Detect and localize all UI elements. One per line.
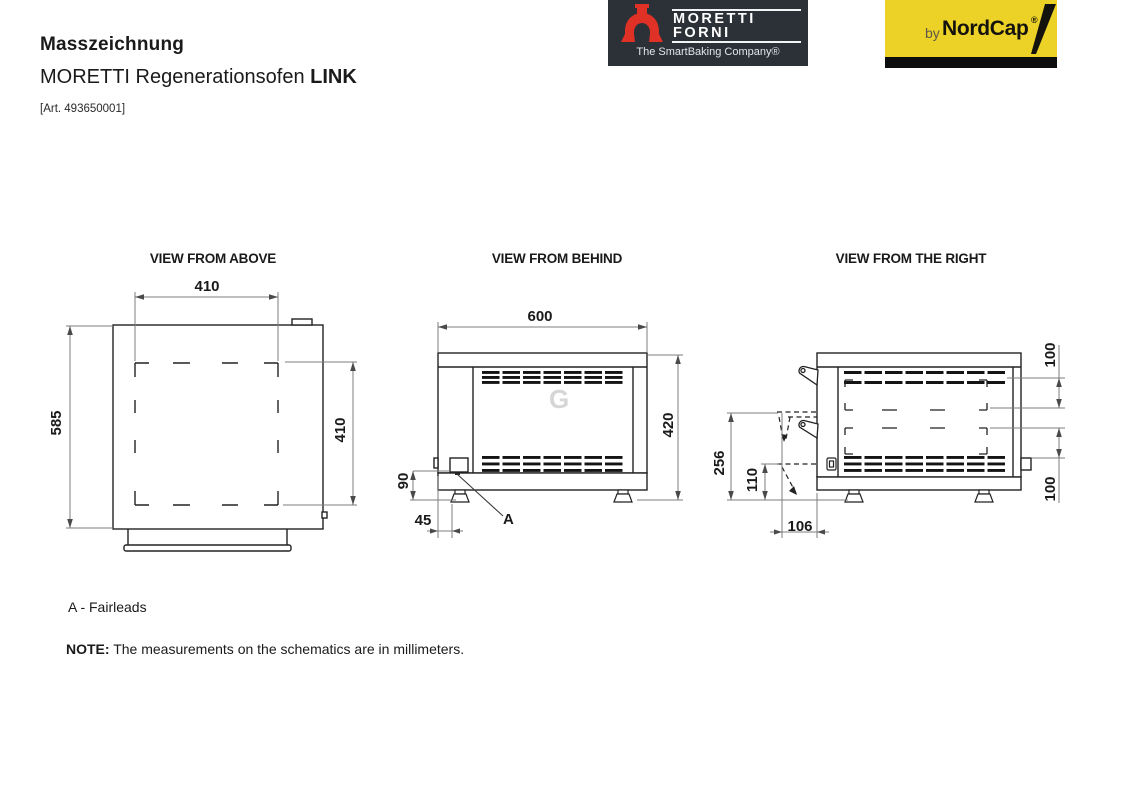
behind-fairlead (450, 458, 468, 475)
dim-above-inner-width: 410 (194, 278, 220, 295)
subtitle-model: LINK (310, 66, 357, 88)
note-line (66, 641, 464, 657)
behind-vent-grid-bottom (482, 456, 625, 472)
moretti-forni-logo (608, 0, 808, 66)
right-vent-grid-top (844, 371, 1007, 384)
page-subtitle (40, 66, 357, 89)
note-text: The measurements on the schematics are in millimeters. (109, 641, 465, 657)
drawing-view-above (40, 280, 380, 570)
logo-word-moretti: MORETTI (673, 11, 756, 27)
logo-word-forni: FORNI (673, 25, 731, 41)
subtitle-product: MORETTI Regenerationsofen (40, 66, 311, 88)
view-title-above: VIEW FROM ABOVE (149, 251, 277, 266)
dim-right-rack-top: 100 (1042, 342, 1059, 368)
right-feet (845, 490, 993, 502)
nordcap-name: NordCap (942, 17, 1029, 40)
nordcap-registered-mark: ® (1031, 15, 1038, 25)
above-body-outline (113, 319, 327, 551)
dim-behind-width: 600 (527, 308, 553, 325)
moretti-oven-icon (618, 4, 666, 50)
dim-right-rack-bottom: 100 (1042, 476, 1059, 502)
dim-behind-height: 420 (660, 412, 677, 438)
nordcap-by: by (925, 25, 940, 41)
behind-vent-grid-top (482, 371, 625, 384)
right-fairlead-side (827, 458, 836, 470)
nordcap-logo (885, 0, 1057, 57)
view-title-right: VIEW FROM THE RIGHT (835, 251, 987, 266)
fairlead-callout-label: A (503, 511, 514, 528)
drawing-view-right (700, 280, 1095, 570)
right-door-handle-hooks (799, 366, 818, 438)
behind-watermark: G (549, 384, 570, 414)
nordcap-slash-icon (1023, 2, 1057, 55)
logo-rule-bottom (672, 41, 801, 43)
view-title-behind: VIEW FROM BEHIND (491, 251, 623, 266)
dim-behind-fairlead-offset: 45 (414, 512, 432, 529)
article-number: [Art. 493650001] (40, 103, 126, 115)
dim-behind-fairlead-height: 90 (395, 472, 412, 490)
dim-right-lower-height: 110 (744, 467, 761, 493)
behind-feet (451, 490, 632, 502)
legend-fairleads: A - Fairleads (68, 599, 147, 615)
nordcap-logo-strip (885, 57, 1057, 68)
right-vent-grid-bottom (844, 456, 1007, 472)
dim-right-handle-depth: 106 (787, 518, 813, 535)
note-label: NOTE: (66, 641, 110, 657)
dim-right-open-height: 256 (711, 450, 728, 476)
page-title: Masszeichnung (40, 34, 185, 55)
dim-above-inner-depth: 410 (332, 417, 349, 443)
logo-tagline: The SmartBaking Company® (636, 46, 780, 58)
dim-above-depth: 585 (48, 410, 65, 436)
